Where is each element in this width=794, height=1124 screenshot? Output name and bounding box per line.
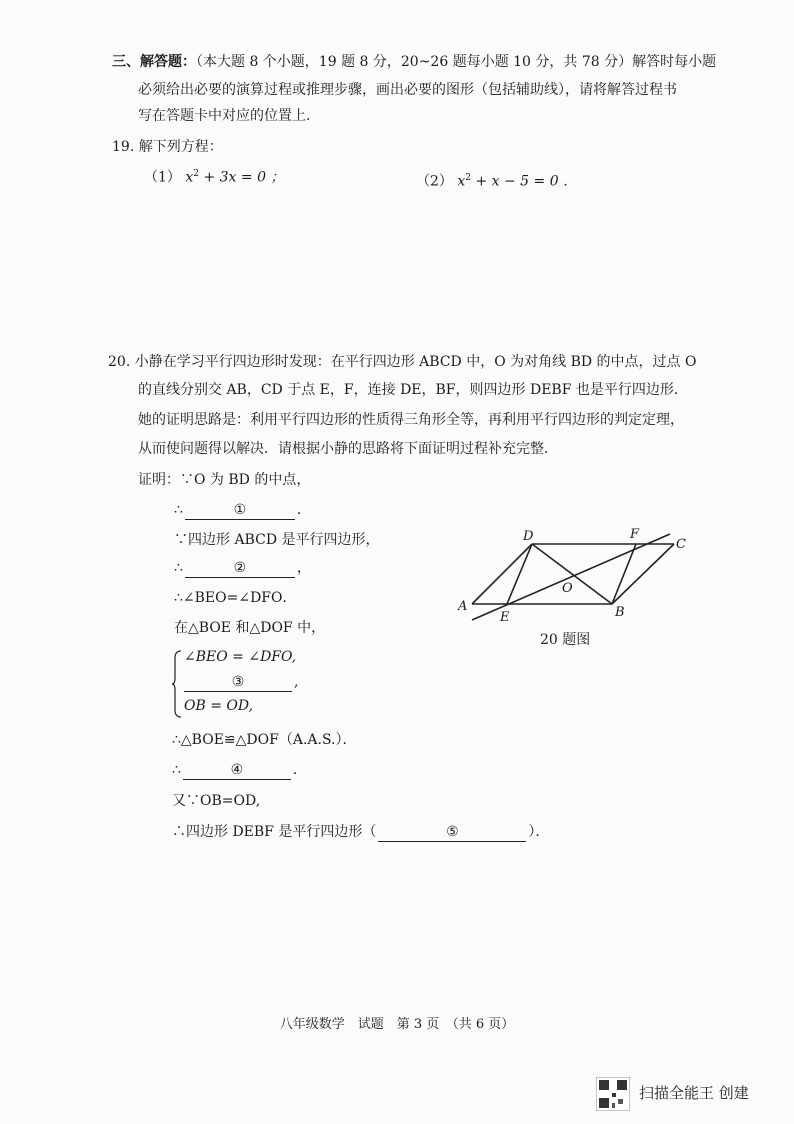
answer-blank-4[interactable]: ④ <box>183 762 291 780</box>
proof-line-4-end: ， <box>296 560 311 576</box>
therefore-symbol: ∴ <box>172 762 181 778</box>
label-e: E <box>500 610 510 625</box>
system-line-1: ∠BEO = ∠DFO, <box>184 649 297 665</box>
q20-number: 20. <box>108 354 131 370</box>
proof-line-2-end: ． <box>296 502 311 518</box>
q19-header <box>112 137 223 157</box>
q19-part1-exp: 2 <box>193 169 200 179</box>
proof-line-8-end: ． <box>292 762 307 778</box>
section3-heading: 三、解答题： <box>112 54 196 70</box>
system-line-2 <box>184 672 298 692</box>
figure-caption: 20 题图 <box>540 632 591 648</box>
section3-intro-2: 必须给出必要的演算过程或推理步骤，画出必要的图形（包括辅助线），请将解答过程书 <box>138 82 677 98</box>
qr-code-icon <box>596 1077 630 1111</box>
q19-part1-rest: + 3x = 0 ； <box>199 169 285 186</box>
side-da <box>472 544 532 604</box>
label-o: O <box>562 581 573 596</box>
proof-line-6: 在△BOE 和△DOF 中， <box>174 620 326 636</box>
side-bc <box>612 544 674 604</box>
answer-blank-1[interactable]: ① <box>185 502 295 520</box>
q19-part1-label: （1） <box>144 169 181 186</box>
q19-part1-var: x <box>185 169 194 186</box>
q19-part2-label: （2） <box>416 173 453 190</box>
q20-line1 <box>108 352 696 372</box>
proof-line-7: ∴△BOE≌△DOF（A.A.S.）． <box>172 732 357 748</box>
system-line-3: OB = OD, <box>184 698 254 714</box>
proof-line-5: ∴∠BEO=∠DFO． <box>174 590 297 606</box>
q20-text-4: 从而使问题得以解决．请根据小静的思路将下面证明过程补充完整． <box>138 441 558 457</box>
proof-line-10-end: ）． <box>528 824 550 840</box>
proof-line-10-start: ∴四边形 DEBF 是平行四边形（ <box>172 824 377 840</box>
proof-line-2 <box>174 500 311 520</box>
q19-part2-exp: 2 <box>465 173 472 183</box>
segment-bf <box>612 544 636 604</box>
answer-blank-5[interactable]: ⑤ <box>378 824 526 842</box>
q19-part2-var: x <box>457 173 466 190</box>
q20-text-2: 的直线分别交 AB，CD 于点 E，F，连接 DE，BF，则四边形 DEBF 也是平行四边形． <box>138 382 688 398</box>
proof-line-4 <box>174 558 311 578</box>
label-a: A <box>458 599 468 614</box>
page-footer: 八年级数学 试题 第 3 页 （共 6 页） <box>279 1017 515 1032</box>
q19-part2-rest: + x − 5 = 0 ． <box>471 173 578 190</box>
q19-part1 <box>144 164 284 188</box>
proof-line-9: 又∵OB=OD, <box>172 793 261 809</box>
proof-line-3: ∵四边形 ABCD 是平行四边形， <box>174 532 380 548</box>
q20-text-1: 小静在学习平行四边形时发现：在平行四边形 ABCD 中，O 为对角线 BD 的中点，过点 O <box>134 354 697 370</box>
parallelogram-figure <box>452 520 704 632</box>
section3-intro-3: 写在答题卡中对应的位置上． <box>138 108 320 124</box>
section3-intro-1: （本大题 8 个小题，19 题 8 分，20~26 题每小题 10 分，共 78 分）解答时每小题 <box>196 54 717 70</box>
section3-line1 <box>112 52 716 72</box>
proof-line-1: 证明：∵O 为 BD 的中点， <box>138 472 311 488</box>
system-line-2-end: , <box>294 674 299 690</box>
proof-line-8 <box>172 760 307 780</box>
label-c: C <box>676 537 686 552</box>
q19-prompt: 解下列方程： <box>138 139 223 155</box>
q19-part2 <box>416 168 577 192</box>
therefore-symbol: ∴ <box>174 502 183 518</box>
q20-text-3: 她的证明思路是：利用平行四边形的性质得三角形全等，再利用平行四边形的判定定理， <box>138 412 684 428</box>
answer-blank-3[interactable]: ③ <box>184 674 292 692</box>
therefore-symbol: ∴ <box>174 560 183 576</box>
proof-line-10 <box>172 822 549 842</box>
label-f: F <box>630 527 640 542</box>
label-b: B <box>615 605 625 620</box>
label-d: D <box>523 529 534 544</box>
answer-blank-2[interactable]: ② <box>185 560 295 578</box>
scanner-watermark: 扫描全能王 创建 <box>639 1084 749 1102</box>
system-brace <box>172 650 182 718</box>
q19-number: 19. <box>112 139 135 155</box>
